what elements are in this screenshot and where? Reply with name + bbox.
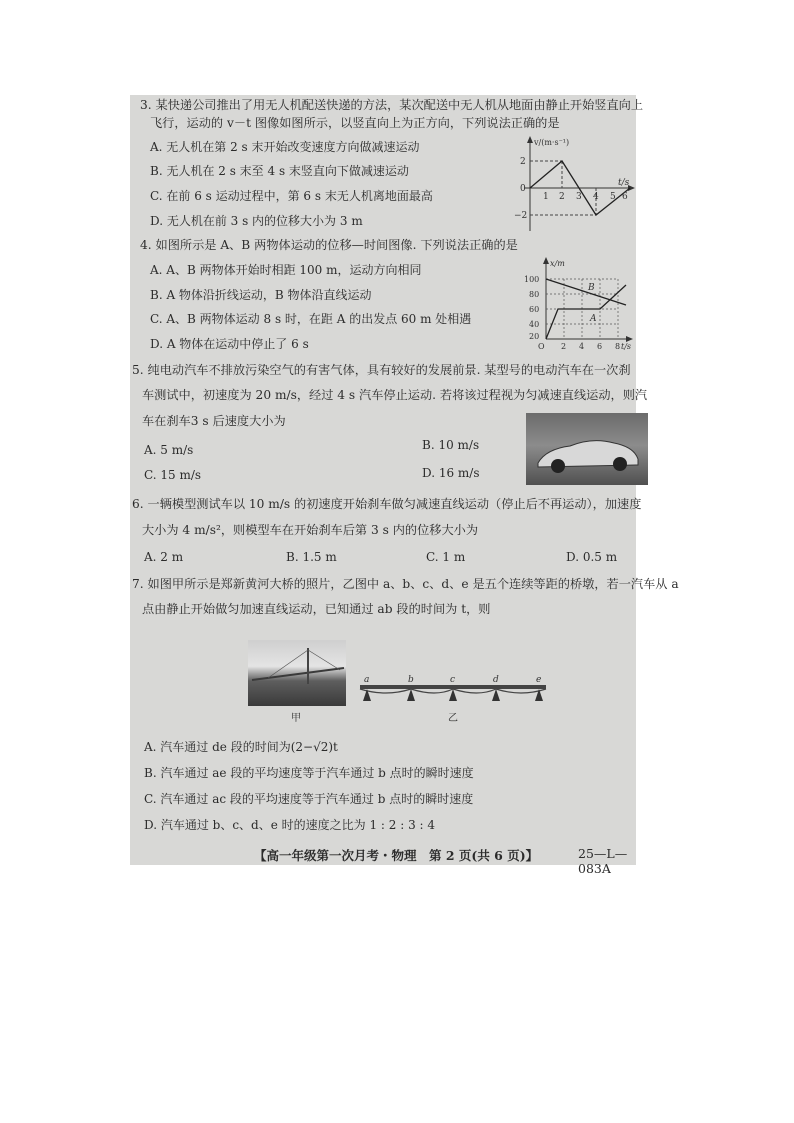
q7-option-a: A. 汽车通过 de 段的时间为(2−√2)t xyxy=(144,740,338,754)
pier-label: c xyxy=(450,675,456,685)
q4-xtick: 2 xyxy=(561,342,567,351)
q3-xtick: 5 xyxy=(610,192,616,202)
q3-stem-line2: 飞行，运动的 v－t 图像如图所示，以竖直向上为正方向，下列说法正确的是 xyxy=(150,116,560,130)
q6-option-d: D. 0.5 m xyxy=(566,550,618,564)
q3-xtick: 2 xyxy=(559,192,565,202)
q4-label-b: B xyxy=(588,283,595,293)
pier-label: b xyxy=(408,675,414,685)
q3-ytick: 2 xyxy=(520,157,526,167)
pier-label: e xyxy=(536,675,542,685)
figure-label-jia: 甲 xyxy=(291,713,301,724)
q3-option-a: A. 无人机在第 2 s 末开始改变速度方向做减速运动 xyxy=(150,140,420,154)
q4-line-b xyxy=(546,279,626,305)
q6-option-a: A. 2 m xyxy=(144,550,184,564)
q4-xt-graph xyxy=(518,255,634,351)
q4-label-a: A xyxy=(590,314,597,324)
q3-option-d: D. 无人机在前 3 s 内的位移大小为 3 m xyxy=(150,214,363,228)
q4-ytick: 40 xyxy=(529,320,540,329)
q7-option-d: D. 汽车通过 b、c、d、e 时的速度之比为 1 : 2 : 3 : 4 xyxy=(144,818,436,832)
q3-xtick: 6 xyxy=(622,192,628,202)
q4-ytick: 60 xyxy=(529,305,540,314)
q3-xtick: 1 xyxy=(543,192,549,202)
q6-option-b: B. 1.5 m xyxy=(286,550,337,564)
q5-option-d: D. 16 m/s xyxy=(422,466,480,480)
q6-option-c: C. 1 m xyxy=(426,550,466,564)
q7-option-c: C. 汽车通过 ac 段的平均速度等于汽车通过 b 点时的瞬时速度 xyxy=(144,792,474,806)
q3-xtick: 3 xyxy=(576,192,582,202)
q4-graph-xlabel: t/s xyxy=(621,342,632,351)
q7-stem-line2: 点由静止开始做匀加速直线运动，已知通过 ab 段的时间为 t，则 xyxy=(142,602,491,616)
q4-line-a xyxy=(546,285,626,339)
q3-option-b: B. 无人机在 2 s 末至 4 s 末竖直向下做减速运动 xyxy=(150,164,409,178)
q4-ytick: 20 xyxy=(529,332,540,341)
q4-option-c: C. A、B 两物体运动 8 s 时，在距 A 的出发点 60 m 处相遇 xyxy=(150,312,472,326)
q3-ytick: −2 xyxy=(514,211,528,221)
q4-origin: O xyxy=(538,342,545,351)
q3-vt-graph xyxy=(510,133,636,237)
q7-option-b: B. 汽车通过 ae 段的平均速度等于汽车通过 b 点时的瞬时速度 xyxy=(144,766,474,780)
q3-ytick: 0 xyxy=(520,184,526,194)
q5-option-c: C. 15 m/s xyxy=(144,468,202,482)
q3-graph-ylabel: v/(m·s⁻¹) xyxy=(534,138,570,147)
page-footer: 【高一年级第一次月考・物理 第 2 页(共 6 页)】 xyxy=(254,848,539,863)
q4-option-b: B. A 物体沿折线运动，B 物体沿直线运动 xyxy=(150,288,372,302)
q7-stem-line1: 7. 如图甲所示是郑新黄河大桥的照片，乙图中 a、b、c、d、e 是五个连续等距的桥墩，若一汽车从 a xyxy=(132,577,679,591)
q5-stem-line1: 5. 纯电动汽车不排放污染空气的有害气体，具有较好的发展前景. 某型号的电动汽车在一次刹 xyxy=(132,363,631,377)
q5-option-a: A. 5 m/s xyxy=(144,443,194,457)
q4-xtick: 4 xyxy=(579,342,585,351)
q4-option-d: D. A 物体在运动中停止了 6 s xyxy=(150,337,309,351)
q5-option-b: B. 10 m/s xyxy=(422,438,480,452)
q4-graph-ylabel: x/m xyxy=(550,259,565,268)
q3-stem-line1: 3. 某快递公司推出了用无人机配送快递的方法，某次配送中无人机从地面由静止开始竖直向上 xyxy=(140,98,644,112)
q6-stem-line2: 大小为 4 m/s²，则模型车在开始刹车后第 3 s 内的位移大小为 xyxy=(142,523,479,537)
q4-ytick: 100 xyxy=(524,275,540,284)
q4-option-a: A. A、B 两物体开始时相距 100 m，运动方向相同 xyxy=(150,263,422,277)
bridge-pier-diagram xyxy=(356,671,552,711)
figure-label-yi: 乙 xyxy=(448,713,458,724)
bridge-photo xyxy=(248,640,346,706)
pier-label: a xyxy=(364,675,370,685)
q5-stem-line2: 车测试中，初速度为 20 m/s，经过 4 s 汽车停止运动. 若将该过程视为匀减速直线运动，则汽 xyxy=(142,388,648,402)
electric-car-photo xyxy=(526,413,648,485)
pier-label: d xyxy=(493,675,499,685)
exam-code: 25—L—083A xyxy=(578,846,628,876)
q4-xtick: 8 xyxy=(615,342,621,351)
car-silhouette-icon xyxy=(526,413,648,485)
exam-page xyxy=(130,95,679,876)
q4-stem: 4. 如图所示是 A、B 两物体运动的位移—时间图像. 下列说法正确的是 xyxy=(140,238,518,252)
q5-stem-line3: 车在刹车3 s 后速度大小为 xyxy=(142,414,286,428)
q3-graph-xlabel: t/s xyxy=(618,178,630,188)
q3-option-c: C. 在前 6 s 运动过程中，第 6 s 末无人机离地面最高 xyxy=(150,189,433,203)
q6-stem-line1: 6. 一辆模型测试车以 10 m/s 的初速度开始刹车做匀减速直线运动（停止后不再运动），加速度 xyxy=(132,497,642,511)
q4-ytick: 80 xyxy=(529,290,540,299)
q3-xtick: 4 xyxy=(593,192,599,202)
bridge-icon xyxy=(248,640,346,706)
q4-xtick: 6 xyxy=(597,342,603,351)
